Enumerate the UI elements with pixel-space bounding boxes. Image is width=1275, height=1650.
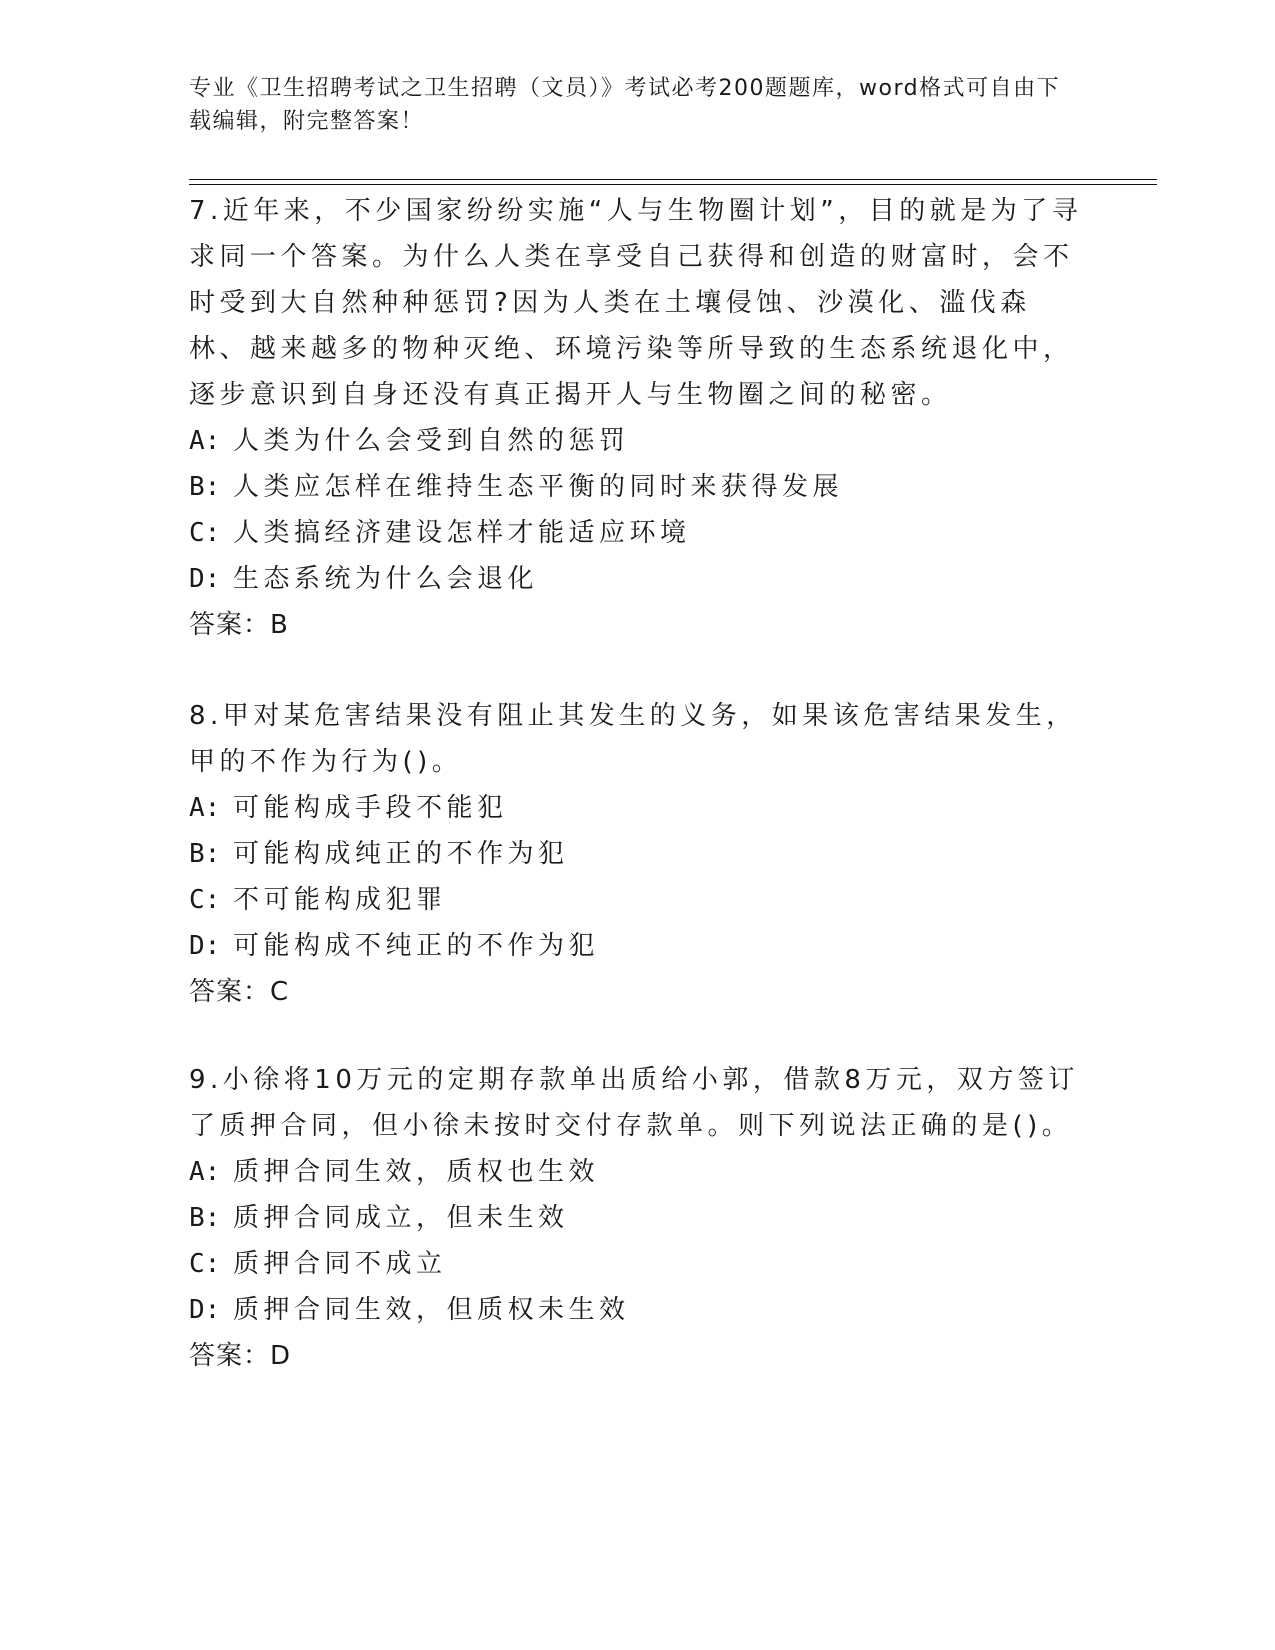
option-letter: B:: [189, 839, 221, 869]
option-a: [189, 785, 1089, 831]
option-letter: B:: [189, 472, 221, 502]
option-text: 质押合同不成立: [233, 1249, 447, 1279]
option-text: 质押合同生效，质权也生效: [233, 1157, 600, 1187]
option-b: [189, 464, 1089, 510]
question-stem: 9.小徐将10万元的定期存款单出质给小郭，借款8万元，双方签订了质押合同，但小徐未按时交付存款单。则下列说法正确的是()。: [189, 1065, 1079, 1141]
option-b: [189, 1195, 1089, 1241]
option-letter: C:: [189, 885, 221, 915]
option-c: [189, 510, 1089, 556]
option-a: [189, 418, 1089, 464]
option-b: [189, 831, 1089, 877]
question-9: [189, 1057, 1089, 1379]
option-letter: D:: [189, 564, 221, 594]
option-c: [189, 877, 1089, 923]
answer-line: 答案：C: [189, 977, 290, 1007]
option-letter: C:: [189, 1249, 221, 1279]
option-d: [189, 923, 1089, 969]
answer-line: 答案：B: [189, 610, 289, 640]
option-letter: A:: [189, 1157, 221, 1187]
option-text: 可能构成纯正的不作为犯: [233, 839, 569, 869]
answer-line: 答案：D: [189, 1341, 292, 1371]
option-text: 人类为什么会受到自然的惩罚: [233, 426, 630, 456]
option-text: 生态系统为什么会退化: [233, 564, 539, 594]
option-d: [189, 1287, 1089, 1333]
option-c: [189, 1241, 1089, 1287]
option-text: 质押合同成立，但未生效: [233, 1203, 569, 1233]
option-letter: C:: [189, 518, 221, 548]
option-letter: A:: [189, 426, 221, 456]
option-text: 人类应怎样在维持生态平衡的同时来获得发展: [233, 472, 844, 502]
document-header: 专业《卫生招聘考试之卫生招聘（文员）》考试必考200题题库，word格式可自由下载编辑，附完整答案！: [189, 76, 1061, 134]
option-text: 人类搞经济建设怎样才能适应环境: [233, 518, 691, 548]
option-a: [189, 1149, 1089, 1195]
header-divider-bottom: [189, 184, 1157, 185]
option-text: 可能构成手段不能犯: [233, 793, 508, 823]
header-divider-top: [189, 179, 1157, 180]
question-stem: 7.近年来，不少国家纷纷实施“人与生物圈计划”，目的就是为了寻求同一个答案。为什么人类在享受自己获得和创造的财富时，会不时受到大自然种种惩罚?因为人类在土壤侵蚀、沙漠化、滥伐森林、越来越多的物种灭绝、环境污染等所导致的生态系统退化中，逐步意识到自身还没有真正揭开人与生物圈之间的秘密。: [189, 196, 1083, 410]
option-d: [189, 556, 1089, 602]
question-stem: 8.甲对某危害结果没有阻止其发生的义务，如果该危害结果发生，甲的不作为行为()。: [189, 701, 1077, 777]
option-text: 质押合同生效，但质权未生效: [233, 1295, 630, 1325]
question-8: [189, 693, 1089, 1015]
option-letter: D:: [189, 1295, 221, 1325]
option-text: 不可能构成犯罪: [233, 885, 447, 915]
option-letter: B:: [189, 1203, 221, 1233]
question-7: [189, 188, 1089, 648]
option-letter: D:: [189, 931, 221, 961]
option-letter: A:: [189, 793, 221, 823]
option-text: 可能构成不纯正的不作为犯: [233, 931, 600, 961]
